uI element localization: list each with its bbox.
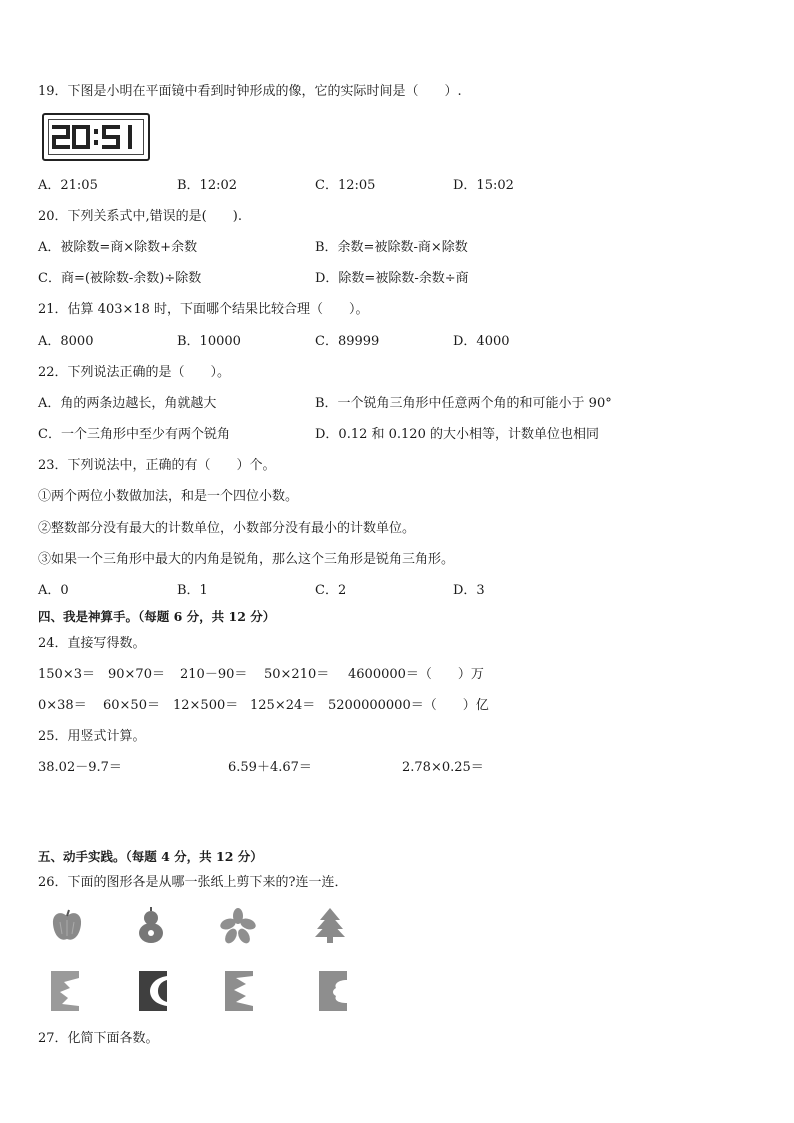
q22-option-b[interactable]: B．一个锐角三角形中任意两个角的和可能小于 90° bbox=[315, 396, 612, 411]
q24-r2-item-5: 5200000000＝（ ）亿 bbox=[328, 698, 489, 713]
q24-stem: 24．直接写得数。 bbox=[38, 636, 146, 651]
q24-r1-item-4: 50×210＝ bbox=[264, 667, 330, 682]
q24-r1-item-2: 90×70＝ bbox=[108, 667, 165, 682]
q24-r1-item-5: 4600000＝（ ）万 bbox=[348, 667, 484, 682]
clock-digits-icon bbox=[46, 119, 146, 155]
q27-stem: 27．化简下面各数。 bbox=[38, 1031, 159, 1046]
gourd-icon[interactable] bbox=[136, 906, 166, 944]
q26-stem: 26．下面的图形各是从哪一张纸上剪下来的?连一连． bbox=[38, 875, 348, 890]
q25-item-2: 6.59＋4.67＝ bbox=[228, 760, 312, 775]
paper-cut-moon-icon[interactable] bbox=[138, 970, 168, 1012]
q21-option-d[interactable]: D．4000 bbox=[453, 334, 510, 349]
section-4-title: 四、我是神算手。（每题 6 分，共 12 分） bbox=[38, 609, 276, 624]
q21-option-b[interactable]: B．10000 bbox=[177, 334, 241, 349]
q21-option-c[interactable]: C．89999 bbox=[315, 334, 380, 349]
q24-r2-item-1: 0×38＝ bbox=[38, 698, 87, 713]
q25-item-1: 38.02－9.7＝ bbox=[38, 760, 122, 775]
q25-item-3: 2.78×0.25＝ bbox=[402, 760, 484, 775]
q19-option-c[interactable]: C．12:05 bbox=[315, 178, 376, 193]
q24-r2-item-3: 12×500＝ bbox=[173, 698, 239, 713]
q20-stem: 20．下列关系式中,错误的是( ). bbox=[38, 209, 242, 224]
q22-stem: 22．下列说法正确的是（ ）。 bbox=[38, 365, 231, 380]
q23-option-c[interactable]: C．2 bbox=[315, 583, 347, 598]
q20-option-d[interactable]: D．除数=被除数-余数÷商 bbox=[315, 271, 469, 286]
q23-option-d[interactable]: D．3 bbox=[453, 583, 485, 598]
q21-stem: 21．估算 403×18 时，下面哪个结果比较合理（ ）。 bbox=[38, 302, 369, 317]
q20-option-c[interactable]: C．商=(被除数-余数)÷除数 bbox=[38, 271, 202, 286]
q19-option-b[interactable]: B．12:02 bbox=[177, 178, 238, 193]
flower-icon[interactable] bbox=[220, 908, 256, 944]
q19-option-d[interactable]: D．15:02 bbox=[453, 178, 514, 193]
mirror-clock-image bbox=[42, 113, 150, 161]
q20-option-a[interactable]: A．被除数=商×除数+余数 bbox=[38, 240, 198, 255]
q23-option-b[interactable]: B．1 bbox=[177, 583, 208, 598]
paper-cut-leaf-icon[interactable] bbox=[50, 970, 80, 1012]
q23-statement-3: ③如果一个三角形中最大的内角是锐角，那么这个三角形是锐角三角形。 bbox=[38, 552, 455, 567]
q22-option-c[interactable]: C．一个三角形中至少有两个锐角 bbox=[38, 427, 230, 442]
section-5-title: 五、动手实践。（每题 4 分，共 12 分） bbox=[38, 849, 263, 864]
apple-icon[interactable] bbox=[50, 908, 84, 944]
q23-stem: 23．下列说法中，正确的有（ ）个。 bbox=[38, 458, 276, 473]
tree-icon[interactable] bbox=[312, 906, 348, 944]
q24-r2-item-2: 60×50＝ bbox=[103, 698, 160, 713]
q24-r1-item-1: 150×3＝ bbox=[38, 667, 95, 682]
q19-option-a[interactable]: A．21:05 bbox=[38, 178, 98, 193]
q24-r2-item-4: 125×24＝ bbox=[250, 698, 316, 713]
q24-r1-item-3: 210－90＝ bbox=[180, 667, 248, 682]
q20-option-b[interactable]: B．余数=被除数-商×除数 bbox=[315, 240, 468, 255]
paper-cut-round-icon[interactable] bbox=[318, 970, 348, 1012]
q22-option-d[interactable]: D．0.12 和 0.120 的大小相等，计数单位也相同 bbox=[315, 427, 599, 442]
paper-cut-zigzag-icon[interactable] bbox=[224, 970, 254, 1012]
q21-option-a[interactable]: A．8000 bbox=[38, 334, 94, 349]
q23-statement-2: ②整数部分没有最大的计数单位，小数部分没有最小的计数单位。 bbox=[38, 521, 416, 536]
q23-option-a[interactable]: A．0 bbox=[38, 583, 69, 598]
q23-statement-1: ①两个两位小数做加法，和是一个四位小数。 bbox=[38, 489, 299, 504]
q25-stem: 25．用竖式计算。 bbox=[38, 729, 146, 744]
q19-stem: 19．下图是小明在平面镜中看到时钟形成的像，它的实际时间是（ ）. bbox=[38, 84, 462, 99]
q22-option-a[interactable]: A．角的两条边越长，角就越大 bbox=[38, 396, 217, 411]
